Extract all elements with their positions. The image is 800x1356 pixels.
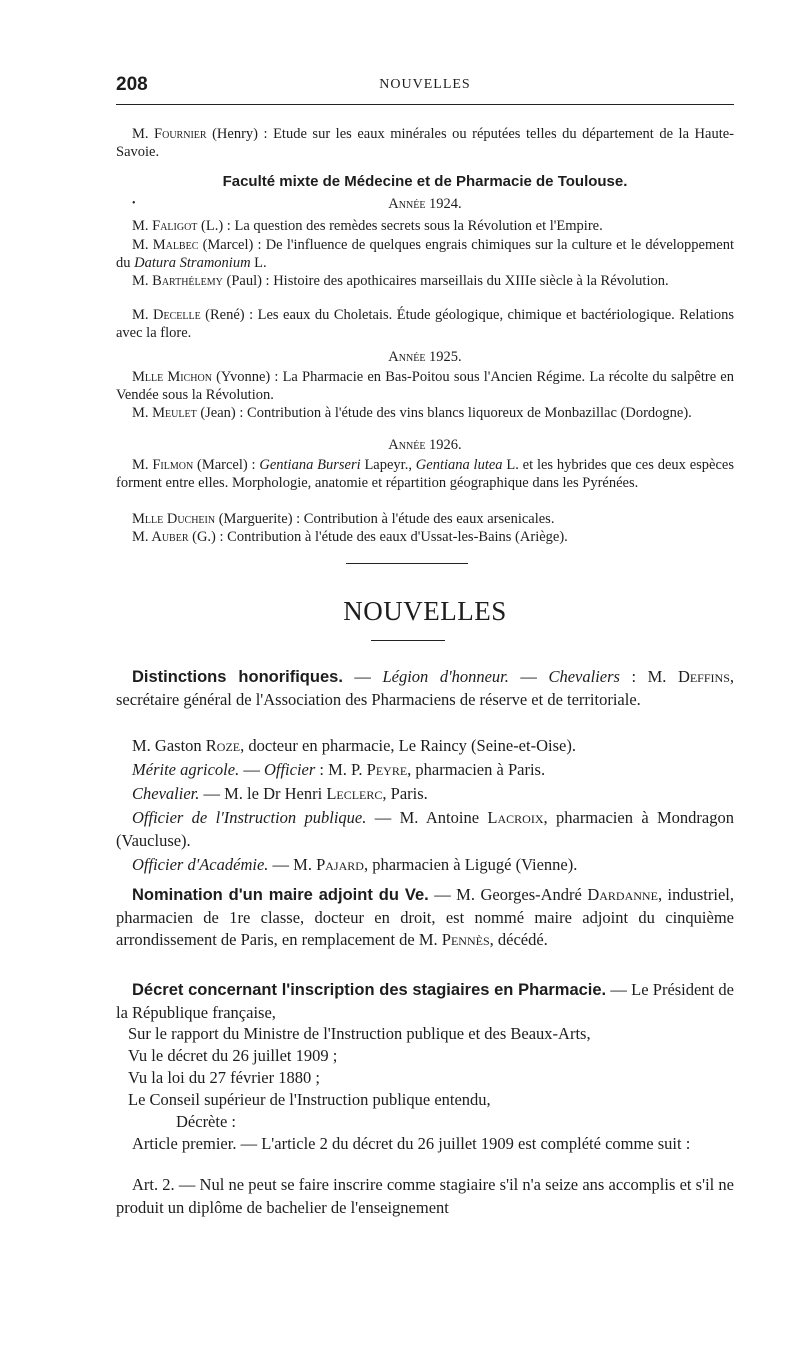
faculty-heading: Faculté mixte de Médecine et de Pharmacie de Toulouse.: [222, 173, 628, 190]
year-1926-label: Année 1926.: [388, 437, 462, 453]
thesis-entry-filmon: M. Filmon (Marcel) : Gentiana Burseri Lapeyr., Gentiana lutea L. et les hybrides que ces deux espèces forment entre elles. Morphologie, anatomie et répartition géographique dans les Pyrénées.: [116, 457, 734, 491]
decret-line: Vu le décret du 26 juillet 1909 ;: [128, 1046, 338, 1065]
distinction-chevalier: Chevalier. — M. le Dr Henri Leclerc, Paris.: [132, 784, 428, 803]
decret-heading-paragraph: Décret concernant l'inscription des stagiaires en Pharmacie. — Le Président de la République française,: [116, 980, 734, 1022]
thesis-entry-fournier: M. Fournier (Henry) : Etude sur les eaux minérales ou réputées telles du département de la Haute-Savoie.: [116, 126, 734, 160]
year-1924-label: Année 1924.: [388, 196, 462, 212]
section-separator: [346, 563, 468, 564]
distinction-academie: Officier d'Académie. — M. Pajard, pharmacien à Ligugé (Vienne).: [132, 855, 578, 874]
decret-line: Le Conseil supérieur de l'Instruction publique entendu,: [128, 1090, 491, 1109]
header-rule: [116, 104, 734, 105]
running-header: [116, 74, 734, 96]
running-title: NOUVELLES: [379, 77, 471, 92]
title-underline: [371, 640, 445, 641]
section-title: NOUVELLES: [343, 596, 507, 626]
decret-line: Sur le rapport du Ministre de l'Instruction publique et des Beaux-Arts,: [128, 1024, 591, 1043]
thesis-entry-auber: M. Auber (G.) : Contribution à l'étude des eaux d'Ussat-les-Bains (Ariège).: [132, 529, 568, 545]
thesis-entry-malbec: M. Malbec (Marcel) : De l'influence de quelques engrais chimiques sur la culture et le développement du Datura Stramonium L.: [116, 237, 734, 271]
page-number: 208: [116, 74, 148, 95]
decrete-line: Décrète :: [176, 1112, 236, 1131]
thesis-entry-meulet: M. Meulet (Jean) : Contribution à l'étude des vins blancs liquoreux de Monbazillac (Dordogne).: [132, 405, 692, 421]
year-1925-label: Année 1925.: [388, 349, 462, 365]
distinction-merite: Mérite agricole. — Officier : M. P. Peyre, pharmacien à Paris.: [132, 760, 546, 779]
distinction-instruction: Officier de l'Instruction publique. — M. Antoine Lacroix, pharmacien à Mondragon (Vaucluse).: [116, 808, 734, 850]
decret-line: Vu la loi du 27 février 1880 ;: [128, 1068, 320, 1087]
thesis-entry-michon: Mlle Michon (Yvonne) : La Pharmacie en Bas-Poitou sous l'Ancien Régime. La récolte du salpêtre en Vendée sous la Révolution.: [116, 369, 734, 403]
thesis-entry-duchein: Mlle Duchein (Marguerite) : Contribution à l'étude des eaux arsenicales.: [132, 511, 555, 527]
distinctions-legion: Distinctions honorifiques. — Légion d'honneur. — Chevaliers : M. Deffins, secrétaire général de l'Association des Pharmaciens de réserve et de territoriale.: [116, 667, 734, 709]
distinction-roze: M. Gaston Roze, docteur en pharmacie, Le Raincy (Seine-et-Oise).: [132, 736, 576, 755]
stray-dot: •: [132, 198, 136, 209]
article-2: Art. 2. — Nul ne peut se faire inscrire comme stagiaire s'il n'a seize ans accomplis et s'il ne produit un diplôme de bachelier de l'enseignement: [116, 1175, 734, 1217]
thesis-entry-faligot: M. Faligot (L.) : La question des remèdes secrets sous la Révolution et l'Empire.: [132, 218, 603, 234]
nomination-paragraph: Nomination d'un maire adjoint du Ve. — M. Georges-André Dardanne, industriel, pharmacien de 1re classe, docteur en droit, est nommé maire adjoint du cinquième arrondissement de Paris, en remplacement de M. Pennès, décédé.: [116, 885, 734, 949]
thesis-entry-barthelemy: M. Barthélemy (Paul) : Histoire des apothicaires marseillais du XIIIe siècle à la Révolution.: [132, 273, 669, 289]
article-premier: Article premier. — L'article 2 du décret du 26 juillet 1909 est complété comme suit :: [132, 1134, 691, 1153]
thesis-entry-decelle: M. Decelle (René) : Les eaux du Choletais. Étude géologique, chimique et bactériologique. Relations avec la flore.: [116, 307, 735, 341]
